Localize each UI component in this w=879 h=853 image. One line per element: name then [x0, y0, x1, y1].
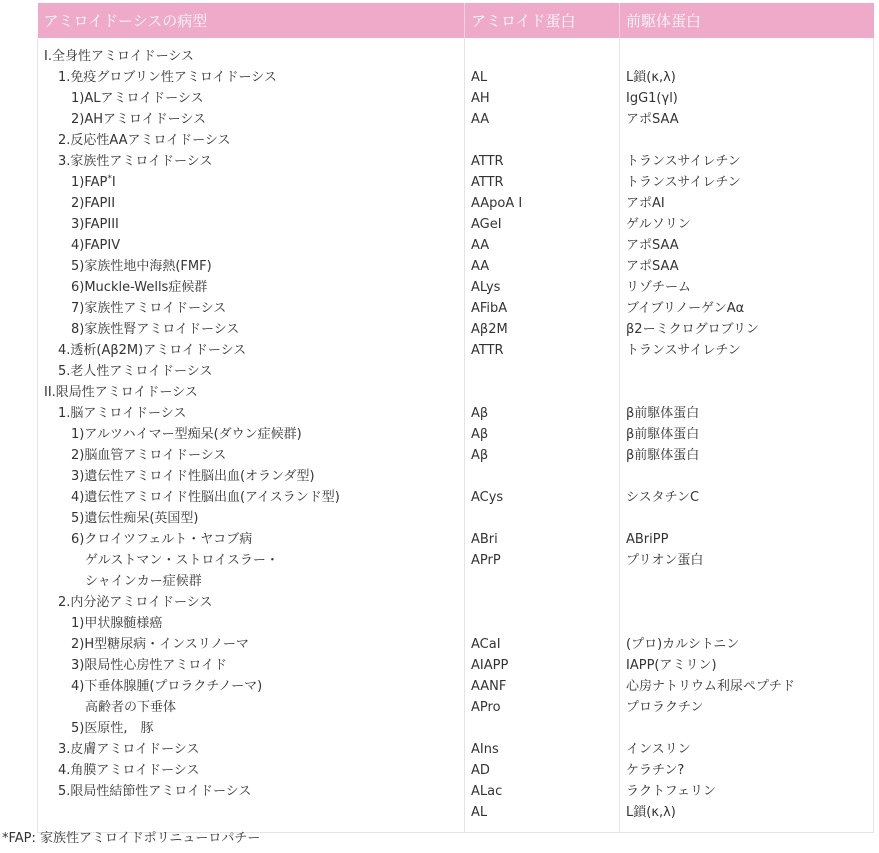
disease-type-text: 1.免疫グロブリン性アミロイドーシス — [58, 70, 277, 85]
disease-type-label — [44, 697, 458, 718]
disease-type-label — [44, 781, 458, 802]
disease-type-label — [44, 298, 458, 319]
precursor-protein-cell: (プロ)カルシトニン — [626, 637, 740, 652]
amyloid-protein-cell: AANF — [471, 679, 507, 694]
disease-type-label — [44, 235, 458, 256]
disease-type-label — [44, 151, 458, 172]
disease-type-text: 3)限局性心房性アミロイド — [71, 658, 227, 673]
disease-type-text: 2.内分泌アミロイドーシス — [58, 595, 213, 610]
disease-type-label — [44, 361, 458, 382]
amyloid-protein-cell — [471, 718, 613, 739]
disease-type-text: シャインカー症候群 — [85, 574, 202, 589]
precursor-protein-cell: ラクトフェリン — [626, 784, 716, 799]
disease-type-label — [44, 571, 458, 592]
table-body-row — [38, 38, 874, 833]
amyloid-protein-cell: ALac — [471, 784, 503, 799]
header-amyloid-protein: アミロイド蛋白 — [465, 3, 620, 38]
disease-type-text: 2)AHアミロイドーシス — [71, 112, 206, 127]
amyloid-protein-cell — [471, 466, 613, 487]
precursor-protein-cell: プロラクチン — [626, 700, 704, 715]
precursor-protein-cell: トランスサイレチン — [626, 343, 741, 358]
precursor-protein-cell: L鎖(κ,λ) — [626, 70, 676, 85]
amyloid-protein-cell: APrP — [471, 553, 501, 568]
disease-type-label — [44, 46, 458, 67]
amyloid-protein-cell: Aβ2M — [471, 322, 508, 337]
disease-type-text: 6)クロイツフェルト・ヤコブ病 — [71, 532, 253, 547]
precursor-protein-column — [620, 38, 874, 833]
amyloid-protein-cell: AGeI — [471, 217, 502, 232]
amyloid-protein-cell: AFibA — [471, 301, 508, 316]
disease-type-label — [44, 109, 458, 130]
disease-type-label — [44, 67, 458, 88]
disease-type-label — [44, 613, 458, 634]
disease-type-text: 4)FAPIV — [71, 238, 121, 253]
disease-type-text: 2)脳血管アミロイドーシス — [71, 448, 227, 463]
disease-type-text: 4)遺伝性アミロイド性脳出血(アイスランド型) — [71, 490, 340, 505]
disease-type-text: 3)FAPIII — [71, 217, 119, 232]
disease-type-label — [44, 193, 458, 214]
disease-type-text: 1)アルツハイマー型痴呆(ダウン症候群) — [71, 427, 302, 442]
disease-type-label — [44, 382, 458, 403]
amyloid-protein-cell: AH — [471, 91, 490, 106]
disease-type-label — [44, 739, 458, 760]
amyloid-protein-cell: ATTR — [471, 343, 504, 358]
precursor-protein-cell — [626, 361, 867, 382]
disease-type-text: 1.脳アミロイドーシス — [58, 406, 187, 421]
footnote-marker: * — [107, 174, 112, 184]
precursor-protein-cell — [626, 613, 867, 634]
precursor-protein-cell: β2ーミクログロブリン — [626, 322, 760, 337]
precursor-protein-cell: ケラチン? — [626, 763, 685, 778]
disease-type-label — [44, 466, 458, 487]
precursor-protein-cell: β前駆体蛋白 — [626, 448, 700, 463]
disease-type-text: 4.角膜アミロイドーシス — [58, 763, 200, 778]
amyloid-protein-cell: ALys — [471, 280, 501, 295]
type-column — [38, 38, 465, 833]
amyloid-protein-cell: AL — [471, 805, 488, 820]
disease-type-text: 7)家族性アミロイドーシス — [71, 301, 227, 316]
disease-type-label — [44, 88, 458, 109]
disease-type-label — [44, 508, 458, 529]
disease-type-text: 2)FAPII — [71, 196, 116, 211]
disease-type-label — [44, 718, 458, 739]
disease-type-text: 5)家族性地中海熱(FMF) — [71, 259, 212, 274]
precursor-protein-cell — [626, 571, 867, 592]
precursor-protein-cell: リゾチーム — [626, 280, 692, 295]
disease-type-label — [44, 403, 458, 424]
precursor-protein-cell: トランスサイレチン — [626, 175, 741, 190]
amyloid-protein-cell — [471, 361, 613, 382]
amyloid-protein-cell: ATTR — [471, 175, 504, 190]
disease-type-label — [44, 529, 458, 550]
disease-type-text: 5.限局性結節性アミロイドーシス — [58, 784, 252, 799]
precursor-protein-cell: ゲルソリン — [626, 217, 691, 232]
amyloid-protein-cell: ACys — [471, 490, 504, 505]
header-precursor-protein: 前駆体蛋白 — [620, 3, 874, 38]
disease-type-label — [44, 550, 458, 571]
disease-type-text: 1)甲状腺髄様癌 — [71, 616, 163, 631]
disease-type-label — [44, 445, 458, 466]
precursor-protein-cell: シスタチンC — [626, 490, 700, 505]
precursor-protein-cell — [626, 592, 867, 613]
amyloid-protein-cell: AIns — [471, 742, 499, 757]
header-type: アミロイドーシスの病型 — [38, 3, 465, 38]
amyloid-protein-cell: ABri — [471, 532, 498, 547]
precursor-protein-cell: 心房ナトリウム利尿ペプチド — [626, 679, 795, 694]
disease-type-text: 1)ALアミロイドーシス — [71, 91, 204, 106]
precursor-protein-cell — [626, 130, 867, 151]
precursor-protein-cell: アポSAA — [626, 112, 679, 127]
precursor-protein-cell: ブイブリノーゲンAα — [626, 301, 745, 316]
disease-type-text: 4)下垂体腺腫(プロラクチノーマ) — [71, 679, 263, 694]
precursor-protein-cell: L鎖(κ,λ) — [626, 805, 676, 820]
amyloid-protein-column — [465, 38, 620, 833]
amyloid-protein-cell: AA — [471, 112, 490, 127]
table-header-row — [38, 3, 874, 38]
disease-type-text: 4.透析(Aβ2M)アミロイドーシス — [58, 343, 247, 358]
precursor-protein-cell: β前駆体蛋白 — [626, 427, 700, 442]
amyloid-protein-cell — [471, 571, 613, 592]
precursor-protein-cell — [626, 382, 867, 403]
disease-type-text: 5)医原性, 豚 — [71, 721, 154, 736]
amyloid-protein-cell — [471, 508, 613, 529]
disease-type-label — [44, 277, 458, 298]
disease-type-text: 2)H型糖尿病・インスリノーマ — [71, 637, 249, 652]
precursor-protein-cell: アポAI — [626, 196, 665, 211]
disease-type-label — [44, 130, 458, 151]
amyloidosis-table — [37, 3, 874, 833]
amyloid-protein-cell: ACaI — [471, 637, 501, 652]
disease-type-label — [44, 424, 458, 445]
precursor-protein-cell: プリオン蛋白 — [626, 553, 704, 568]
footnote: *FAP: 家族性アミロイドポリニューロパチー — [2, 831, 261, 846]
precursor-protein-cell — [626, 46, 867, 67]
precursor-protein-cell: アポSAA — [626, 259, 679, 274]
disease-type-text: 1)FAP — [71, 175, 108, 190]
amyloid-protein-cell: AIAPP — [471, 658, 509, 673]
amyloid-protein-cell — [471, 130, 613, 151]
disease-type-suffix: I — [111, 175, 116, 190]
amyloid-protein-cell: AA — [471, 259, 490, 274]
amyloid-protein-cell: AL — [471, 70, 488, 85]
disease-type-text: 5.老人性アミロイドーシス — [58, 364, 213, 379]
amyloid-protein-cell: AApoA I — [471, 196, 523, 211]
disease-type-text: 3)遺伝性アミロイド性脳出血(オランダ型) — [71, 469, 315, 484]
disease-type-label — [44, 487, 458, 508]
disease-type-text: 5)遺伝性痴呆(英国型) — [71, 511, 199, 526]
amyloid-protein-cell: Aβ — [471, 448, 489, 463]
disease-type-label — [44, 319, 458, 340]
precursor-protein-cell: インスリン — [626, 742, 691, 757]
amyloid-protein-cell — [471, 46, 613, 67]
precursor-protein-cell — [626, 466, 867, 487]
amyloid-protein-cell: Aβ — [471, 406, 489, 421]
disease-type-text: II.限局性アミロイドーシス — [44, 385, 198, 400]
precursor-protein-cell — [626, 508, 867, 529]
amyloid-protein-cell — [471, 592, 613, 613]
precursor-protein-cell: IgG1(γl) — [626, 91, 678, 106]
disease-type-label — [44, 256, 458, 277]
precursor-protein-cell: IAPP(アミリン) — [626, 658, 717, 673]
disease-type-label — [44, 802, 458, 823]
amyloid-protein-cell: APro — [471, 700, 501, 715]
disease-type-label — [44, 592, 458, 613]
precursor-protein-cell: トランスサイレチン — [626, 154, 741, 169]
disease-type-label — [44, 172, 458, 193]
disease-type-label — [44, 214, 458, 235]
disease-type-text: 6)Muckle-Wells症候群 — [71, 280, 208, 295]
disease-type-label — [44, 676, 458, 697]
disease-type-label — [44, 655, 458, 676]
disease-type-text: I.全身性アミロイドーシス — [44, 49, 194, 64]
disease-type-text: ゲルストマン・ストロイスラー・ — [85, 553, 279, 568]
amyloid-protein-cell — [471, 613, 613, 634]
precursor-protein-cell: β前駆体蛋白 — [626, 406, 700, 421]
disease-type-text: 3.家族性アミロイドーシス — [58, 154, 213, 169]
disease-type-label — [44, 340, 458, 361]
disease-type-text: 3.皮膚アミロイドーシス — [58, 742, 200, 757]
precursor-protein-cell — [626, 718, 867, 739]
disease-type-text: 高齢者の下垂体 — [85, 700, 177, 715]
amyloid-protein-cell: AA — [471, 238, 490, 253]
amyloid-protein-cell: AD — [471, 763, 490, 778]
disease-type-label — [44, 760, 458, 781]
amyloid-protein-cell: ATTR — [471, 154, 504, 169]
amyloid-protein-cell: Aβ — [471, 427, 489, 442]
disease-type-text: 8)家族性腎アミロイドーシス — [71, 322, 240, 337]
precursor-protein-cell: アポSAA — [626, 238, 679, 253]
amyloid-protein-cell — [471, 382, 613, 403]
disease-type-text: 2.反応性AAアミロイドーシス — [58, 133, 231, 148]
disease-type-label — [44, 634, 458, 655]
precursor-protein-cell: ABriPP — [626, 532, 669, 547]
